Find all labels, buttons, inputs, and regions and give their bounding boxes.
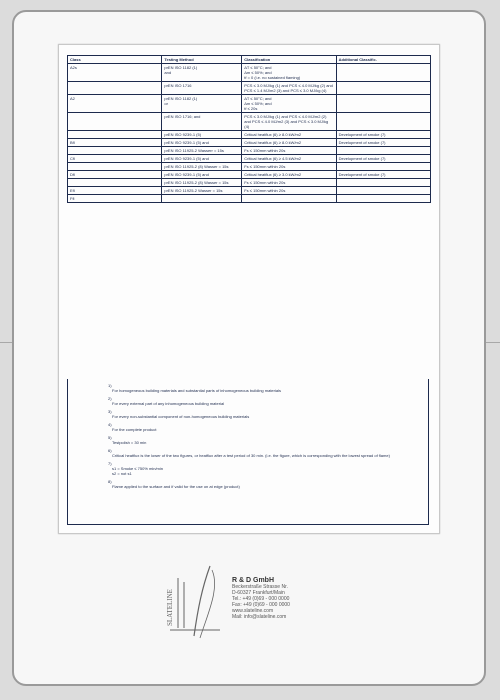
table-header-row (68, 56, 431, 64)
cell-criteria: Fs ≤ 150mm within 20s (242, 163, 336, 171)
cell-additional (336, 187, 430, 195)
footnote-text: Testpolish = 30 min (112, 440, 147, 445)
cell-method: prEN ISO 1182 (1) or (162, 95, 242, 113)
cell-additional (336, 113, 430, 131)
cell-criteria: Critical heatflux (6) ≥ 8.0 kW/m2 (242, 131, 336, 139)
footnote-key: 4) (108, 422, 112, 427)
cell-class (68, 179, 162, 187)
cell-method: prEN ISO 11925-2 (8) Wasser = 15s (162, 163, 242, 171)
cell-criteria: Fs ≤ 150mm within 20s (242, 187, 336, 195)
header-class: Class (68, 56, 162, 64)
footnote-key: 5) (108, 435, 112, 440)
footnote-key: 6) (108, 448, 112, 453)
cell-class: Dfl (68, 171, 162, 179)
company-stamp-info (232, 578, 322, 620)
cell-additional (336, 179, 430, 187)
cell-additional: Development of smoke (7) (336, 131, 430, 139)
cell-additional (336, 147, 430, 155)
cell-criteria (242, 195, 336, 203)
svg-text:SLATELINE: SLATELINE (166, 589, 174, 626)
stamp-line: Tel.: +49 (0)69 - 000 0000 (232, 596, 290, 602)
cell-method: prEN ISO 1182 (1) and (162, 64, 242, 82)
cell-class (68, 147, 162, 155)
cell-method: prEN ISO 9239-1 (5) and (162, 155, 242, 163)
cell-criteria: PCS ≤ 3.0 MJ/kg (1) and PCS ≤ 4.0 MJ/kg (2) and PCS ≤ 1.4 MJ/m2 (3) and PCS ≤ 3.0 MJ/kg (4) (242, 82, 336, 95)
footnote-text: For homogeneous building materials and substantial parts of inhomogeneous building materials (112, 388, 281, 393)
cell-method: prEN ISO 9239-1 (5) and (162, 139, 242, 147)
cell-class (68, 113, 162, 131)
footnote-text: Critical heatflux is the lower of the two figures, or heatflux after a test period of 30 min. (i.e. the figure, which is corresponding with the lowest spread of flame) (112, 453, 390, 458)
cell-criteria: ΔT ≤ 50°C; and Δm ≤ 50%; and tf ≤ 20s (242, 95, 336, 113)
cell-class (68, 82, 162, 95)
table-row (68, 139, 431, 147)
cell-additional (336, 82, 430, 95)
table-row (68, 131, 431, 139)
table-row (68, 113, 431, 131)
table-row (68, 187, 431, 195)
cell-class: Efl (68, 187, 162, 195)
cell-class: A2 (68, 95, 162, 113)
footnote-text: For every external part of any inhomogeneous building material (112, 401, 225, 406)
cell-class: Bfl (68, 139, 162, 147)
cell-class: Ffl (68, 195, 162, 203)
right-guide-line (486, 342, 500, 343)
cell-method: prEN ISO 9239-1 (5) and (162, 171, 242, 179)
footnote-text: For every non-substantial component of non-homogeneous building materials (112, 414, 250, 419)
cell-class: Cfl (68, 155, 162, 163)
left-guide-line (0, 342, 12, 343)
cell-additional: Development of smoke (7) (336, 155, 430, 163)
footnote-key: 8) (108, 479, 112, 484)
cell-method: prEN ISO 11925-2 Wasser = 15s (162, 187, 242, 195)
table-row (68, 163, 431, 171)
footnote-key: 3) (108, 409, 112, 414)
cell-additional: Development of smoke (7) (336, 139, 430, 147)
cell-additional (336, 195, 430, 203)
cell-criteria: Critical heatflux (6) ≥ 4.5 kW/m2 (242, 155, 336, 163)
stamp-line: Beckerstraße Strasse Nr. (232, 584, 288, 590)
table-row (68, 171, 431, 179)
stamp-line: www.slateline.com (232, 608, 274, 614)
stamp-line: Fax: +49 (0)69 - 000 0000 (232, 602, 290, 608)
cell-criteria: PCS ≤ 3.0 MJ/kg (1) and PCS ≤ 4.0 MJ/m2 (2) and PCS ≤ 4.0 MJ/m2 (3) and PCS ≤ 3.0 MJ/kg (4) (242, 113, 336, 131)
classification-table (67, 55, 431, 203)
cell-criteria: Fs ≤ 150mm within 20s (242, 147, 336, 155)
footnotes-block (67, 379, 429, 525)
footnote-key: 7) (108, 461, 112, 466)
stamp-line: D-60327 Frankfurt/Main (232, 590, 285, 596)
cell-criteria: ΔT ≤ 50°C; and Δm ≤ 50%; and tf = 0 (i.e. no sustained flaming) (242, 64, 336, 82)
cell-method: prEN ISO 11925-2 (8) Wasser = 15s (162, 179, 242, 187)
table-row (68, 147, 431, 155)
table-row (68, 195, 431, 203)
footnote-text: Flame applied to the surface and if valid for the use on at edge (product) (112, 484, 240, 489)
cell-additional (336, 95, 430, 113)
document-page (58, 44, 440, 534)
header-classification: Classification (242, 56, 336, 64)
company-name: R & D GmbH (232, 577, 274, 584)
footnote-text: s1 = Smoke ≤ 750% min/min s2 = not s1 (112, 466, 163, 476)
cell-additional: Development of smoke (7) (336, 171, 430, 179)
cell-criteria: Critical heatflux (6) ≥ 8.0 kW/m2 (242, 139, 336, 147)
cell-criteria: Critical heatflux (6) ≥ 3.0 kW/m2 (242, 171, 336, 179)
cell-method: prEN ISO 9239-1 (5) (162, 131, 242, 139)
header-additional: Additional Classific. (336, 56, 430, 64)
table-row (68, 155, 431, 163)
footnote-key: 2) (108, 396, 112, 401)
cell-class: A2s (68, 64, 162, 82)
cell-criteria: Fs ≤ 150mm within 20s (242, 179, 336, 187)
cell-method: prEN ISO 1716; and (162, 113, 242, 131)
footnote-key: 1) (108, 383, 112, 388)
cell-additional (336, 163, 430, 171)
table-row (68, 82, 431, 95)
cell-method (162, 195, 242, 203)
cell-method: prEN ISO 11925-2 Wasserr = 15s (162, 147, 242, 155)
cell-additional (336, 64, 430, 82)
footnote-text: For the complete product (112, 427, 157, 432)
cell-method: prEN ISO 1716 (162, 82, 242, 95)
table-row (68, 179, 431, 187)
stamp-line: Mail: info@slateline.com (232, 614, 287, 620)
table-row (68, 64, 431, 82)
header-testing-method: Testing Method (162, 56, 242, 64)
cell-class (68, 131, 162, 139)
cell-class (68, 163, 162, 171)
table-row (68, 95, 431, 113)
